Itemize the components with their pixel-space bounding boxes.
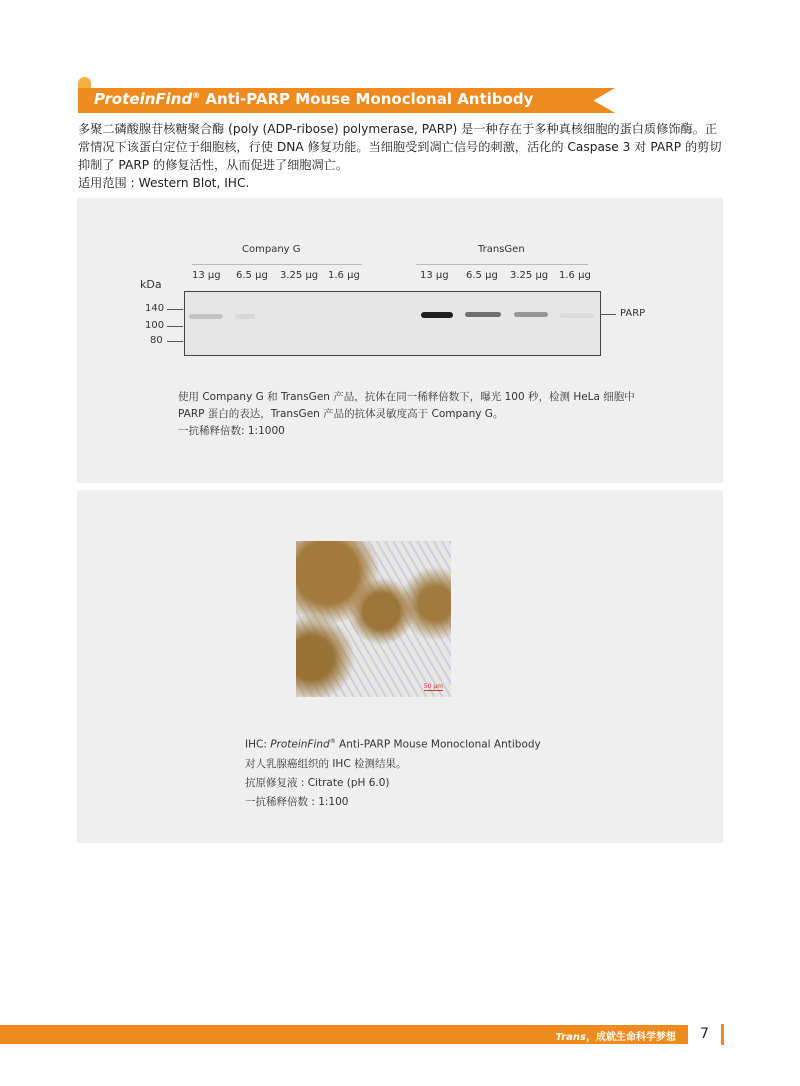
caption-line: 使用 Company G 和 TransGen 产品，抗体在同一稀释倍数下，曝光 100 秒，检测 HeLa 细胞中 bbox=[178, 391, 635, 403]
group-rule bbox=[192, 264, 362, 265]
lane-label: 3.25 μg bbox=[280, 270, 319, 281]
lane-label: 1.6 μg bbox=[559, 270, 591, 281]
lane-label: 3.25 μg bbox=[510, 270, 549, 281]
group-rule bbox=[416, 264, 588, 265]
group-label-transgen: TransGen bbox=[478, 244, 525, 255]
band bbox=[514, 312, 548, 317]
brand: ProteinFind bbox=[270, 738, 330, 751]
marker-label: 140 bbox=[145, 303, 165, 314]
application-line: 适用范围 : Western Blot, IHC. bbox=[78, 176, 250, 190]
caption-text: Anti-PARP Mouse Monoclonal Antibody bbox=[335, 738, 541, 751]
lane-label: 13 μg bbox=[192, 270, 221, 281]
page-title bbox=[94, 90, 533, 108]
brand: ProteinFind bbox=[94, 90, 193, 108]
band bbox=[235, 314, 255, 319]
wb-caption bbox=[178, 389, 635, 440]
footer-divider bbox=[721, 1024, 724, 1045]
band bbox=[189, 314, 223, 319]
band bbox=[465, 312, 501, 317]
lane-label: 6.5 μg bbox=[466, 270, 498, 281]
ihc-caption bbox=[245, 732, 541, 812]
band bbox=[421, 312, 453, 318]
footer-brand: Trans bbox=[555, 1032, 586, 1043]
marker-tick bbox=[167, 309, 183, 310]
marker-label: 100 bbox=[145, 320, 165, 331]
ihc-image bbox=[296, 541, 451, 697]
footer-slogan bbox=[556, 1028, 676, 1043]
footer-bar bbox=[0, 1025, 688, 1044]
caption-line: 一抗稀释倍数: 1:1000 bbox=[178, 425, 285, 437]
caption-line bbox=[245, 732, 541, 755]
lane-label: 13 μg bbox=[420, 270, 449, 281]
parp-label: PARP bbox=[620, 308, 646, 319]
lane-label: 6.5 μg bbox=[236, 270, 268, 281]
reg-mark: ® bbox=[329, 738, 336, 745]
page-number: 7 bbox=[700, 1026, 709, 1042]
caption-prefix: IHC: bbox=[245, 738, 271, 751]
band-pointer bbox=[600, 314, 616, 315]
caption-line: PARP 蛋白的表达，TransGen 产品的抗体灵敏度高于 Company G。 bbox=[178, 408, 504, 420]
band bbox=[560, 313, 594, 318]
marker-label: 80 bbox=[150, 335, 163, 346]
marker-tick bbox=[167, 341, 183, 342]
scale-bar: 50 μm bbox=[423, 683, 443, 690]
group-label-company-g: Company G bbox=[242, 244, 301, 255]
intro-paragraph: 多聚二磷酸腺苷核糖聚合酶 (poly (ADP-ribose) polymerase, PARP) 是一种存在于多种真核细胞的蛋白质修饰酶。正常情况下该蛋白定位于细胞核，行使 DNA 修复功能。当细胞受到凋亡信号的刺激，活化的 Caspase 3 对 PARP 的剪切抑制了 PARP 的修复活性，从而促进了细胞凋亡。 bbox=[78, 122, 722, 172]
kda-label: kDa bbox=[140, 278, 162, 291]
intro bbox=[78, 120, 728, 192]
title-text: Anti-PARP Mouse Monoclonal Antibody bbox=[200, 90, 534, 108]
caption-line: 对人乳腺癌组织的 IHC 检测结果。 bbox=[245, 757, 407, 770]
reg-mark: ® bbox=[192, 91, 201, 100]
western-blot-image bbox=[184, 291, 601, 356]
marker-tick bbox=[167, 326, 183, 327]
footer-slogan-text: ，成就生命科学梦想 bbox=[586, 1032, 676, 1043]
caption-line: 一抗稀释倍数 : 1:100 bbox=[245, 795, 349, 808]
lane-label: 1.6 μg bbox=[328, 270, 360, 281]
caption-line: 抗原修复液 : Citrate (pH 6.0) bbox=[245, 776, 390, 789]
